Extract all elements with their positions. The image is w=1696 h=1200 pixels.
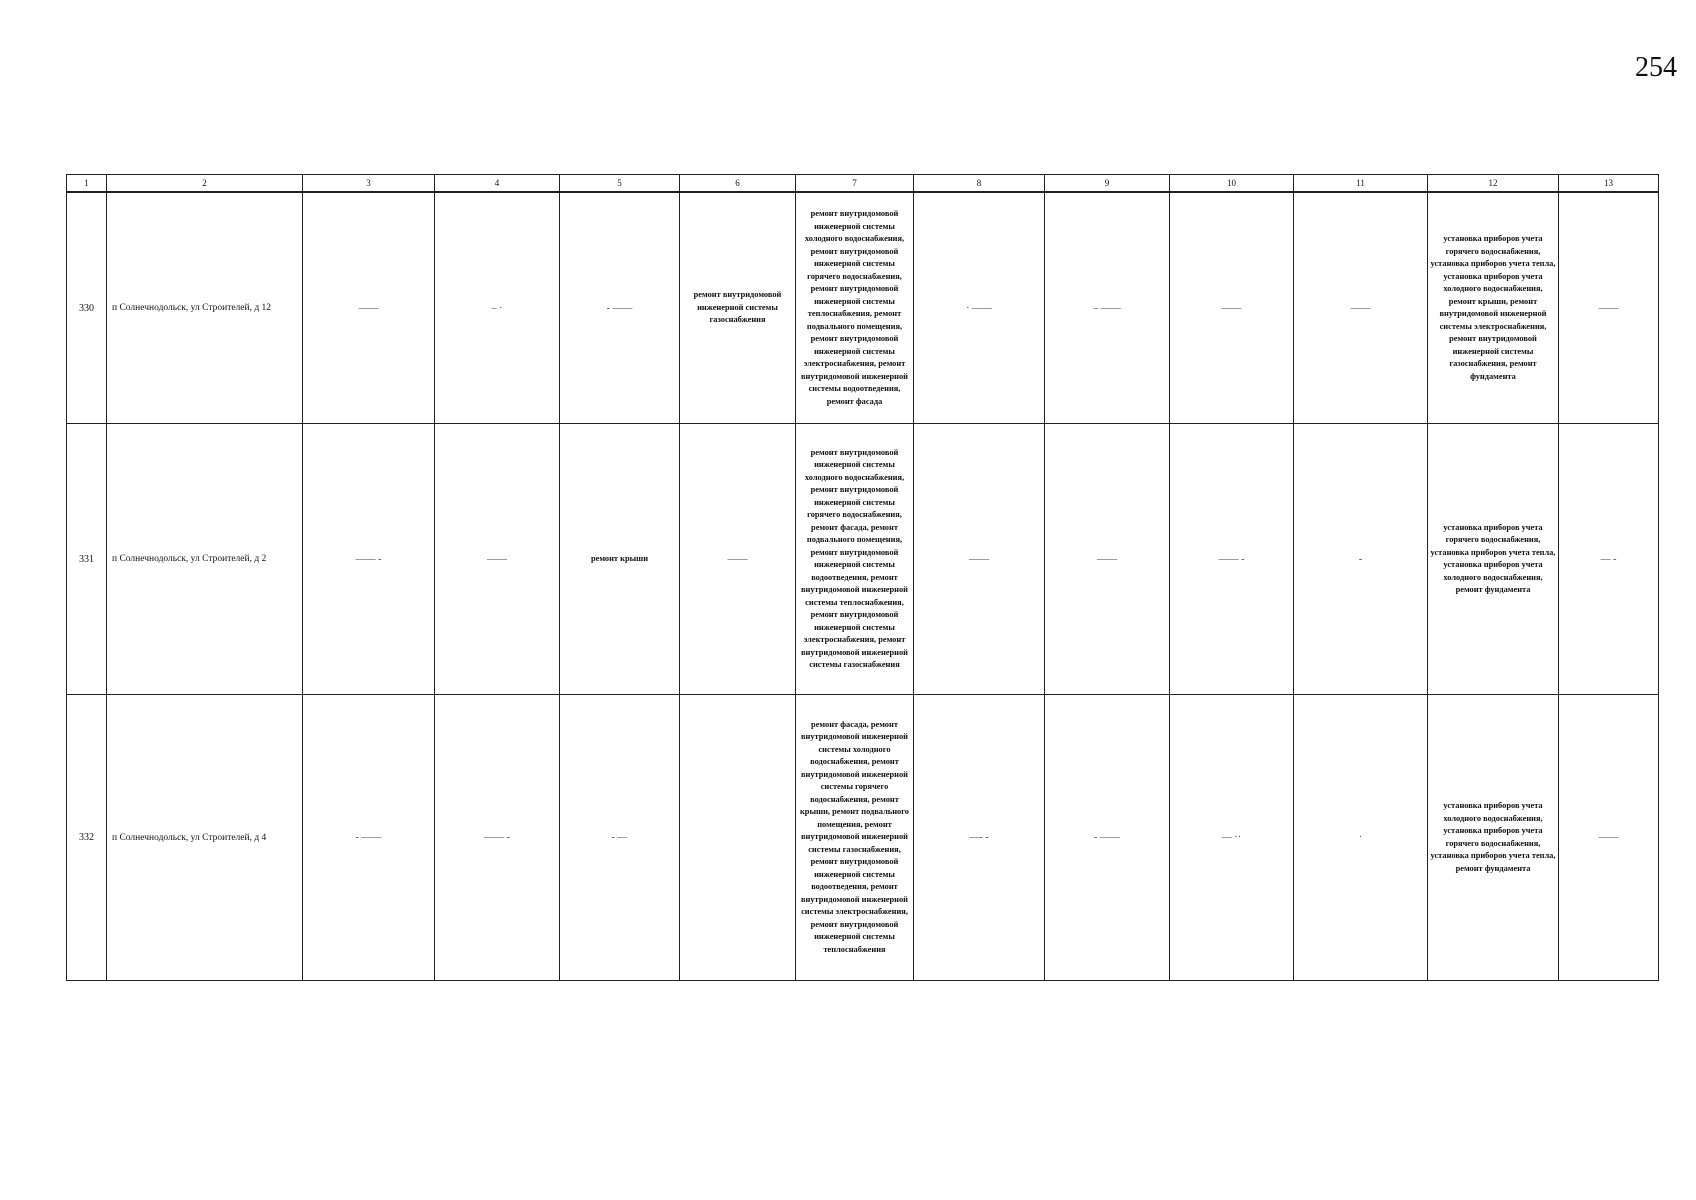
cell-col-6: ремонт внутридомовой инженерной системы газоснабжения	[680, 192, 796, 424]
cell-col-13: ——	[1559, 695, 1659, 981]
cell-col-10: ——	[1170, 192, 1294, 424]
address-cell: п Солнечнодольск, ул Строителей, д 12	[107, 192, 303, 424]
table-row	[67, 424, 1659, 695]
column-header: 1	[67, 175, 107, 193]
column-header: 2	[107, 175, 303, 193]
cell-col-8: · ——	[914, 192, 1045, 424]
cell-col-5: - ——	[560, 192, 680, 424]
cell-col-7: ремонт фасада, ремонт внутридомовой инженерной системы холодного водоснабжения, ремонт внутридомовой инженерной системы горячего водоснабжения, ремонт крыши, ремонт подвального помещения, ремонт внутридомовой инженерной системы газоснабжения, ремонт внутридомовой инженерной системы водоотведения, ремонт внутридомовой инженерной системы электроснабжения, ремонт внутридомовой инженерной системы теплоснабжения	[796, 695, 914, 981]
cell-col-9: - ——	[1045, 695, 1170, 981]
column-header: 6	[680, 175, 796, 193]
cell-col-3: ——	[303, 192, 435, 424]
cell-col-12: установка приборов учета холодного водоснабжения, установка приборов учета горячего водоснабжения, установка приборов учета тепла, ремонт фундамента	[1428, 695, 1559, 981]
cell-col-6: ——	[680, 424, 796, 695]
column-header: 10	[1170, 175, 1294, 193]
column-number-row	[67, 175, 1659, 193]
column-header: 9	[1045, 175, 1170, 193]
cell-col-11: ·	[1294, 695, 1428, 981]
column-header: 13	[1559, 175, 1659, 193]
cell-col-12: установка приборов учета горячего водоснабжения, установка приборов учета тепла, установка приборов учета холодного водоснабжения, ремонт крыши, ремонт внутридомовой инженерной системы электроснабжения, ремонт внутридомовой инженерной системы газоснабжения, ремонт фундамента	[1428, 192, 1559, 424]
cell-col-3: - ——	[303, 695, 435, 981]
address-cell: п Солнечнодольск, ул Строителей, д 4	[107, 695, 303, 981]
cell-col-7: ремонт внутридомовой инженерной системы холодного водоснабжения, ремонт внутридомовой инженерной системы горячего водоснабжения, ремонт фасада, ремонт подвального помещения, ремонт внутридомовой инженерной системы водоотведения, ремонт внутридомовой инженерной системы теплоснабжения, ремонт внутридомовой инженерной системы электроснабжения, ремонт внутридомовой инженерной системы газоснабжения	[796, 424, 914, 695]
cell-col-13: ——	[1559, 192, 1659, 424]
cell-col-4: – ·	[435, 192, 560, 424]
cell-col-4: —— -	[435, 695, 560, 981]
cell-col-8: —- -	[914, 695, 1045, 981]
cell-col-3: —— -	[303, 424, 435, 695]
cell-col-12: установка приборов учета горячего водоснабжения, установка приборов учета тепла, установка приборов учета холодного водоснабжения, ремонт фундамента	[1428, 424, 1559, 695]
cell-col-7: ремонт внутридомовой инженерной системы холодного водоснабжения, ремонт внутридомовой инженерной системы горячего водоснабжения, ремонт внутридомовой инженерной системы теплоснабжения, ремонт подвального помещения, ремонт внутридомовой инженерной системы электроснабжения, ремонт внутридомовой инженерной системы водоотведения, ремонт фасада	[796, 192, 914, 424]
column-header: 3	[303, 175, 435, 193]
row-number: 330	[67, 192, 107, 424]
cell-col-5: - —	[560, 695, 680, 981]
row-number: 331	[67, 424, 107, 695]
cell-col-11: ——	[1294, 192, 1428, 424]
column-header: 11	[1294, 175, 1428, 193]
column-header: 8	[914, 175, 1045, 193]
cell-col-9: – ——	[1045, 192, 1170, 424]
cell-col-5: ремонт крыши	[560, 424, 680, 695]
repair-schedule-table	[66, 174, 1659, 981]
table-row	[67, 695, 1659, 981]
cell-col-8: ——	[914, 424, 1045, 695]
row-number: 332	[67, 695, 107, 981]
cell-col-6	[680, 695, 796, 981]
cell-col-9: ——	[1045, 424, 1170, 695]
cell-col-10: — ··	[1170, 695, 1294, 981]
column-header: 4	[435, 175, 560, 193]
column-header: 5	[560, 175, 680, 193]
page-number: 254	[1635, 52, 1677, 83]
column-header: 7	[796, 175, 914, 193]
cell-col-13: — -	[1559, 424, 1659, 695]
cell-col-4: ——	[435, 424, 560, 695]
column-header: 12	[1428, 175, 1559, 193]
address-cell: п Солнечнодольск, ул Строителей, д 2	[107, 424, 303, 695]
cell-col-10: —— -	[1170, 424, 1294, 695]
cell-col-11: -	[1294, 424, 1428, 695]
table-row	[67, 192, 1659, 424]
